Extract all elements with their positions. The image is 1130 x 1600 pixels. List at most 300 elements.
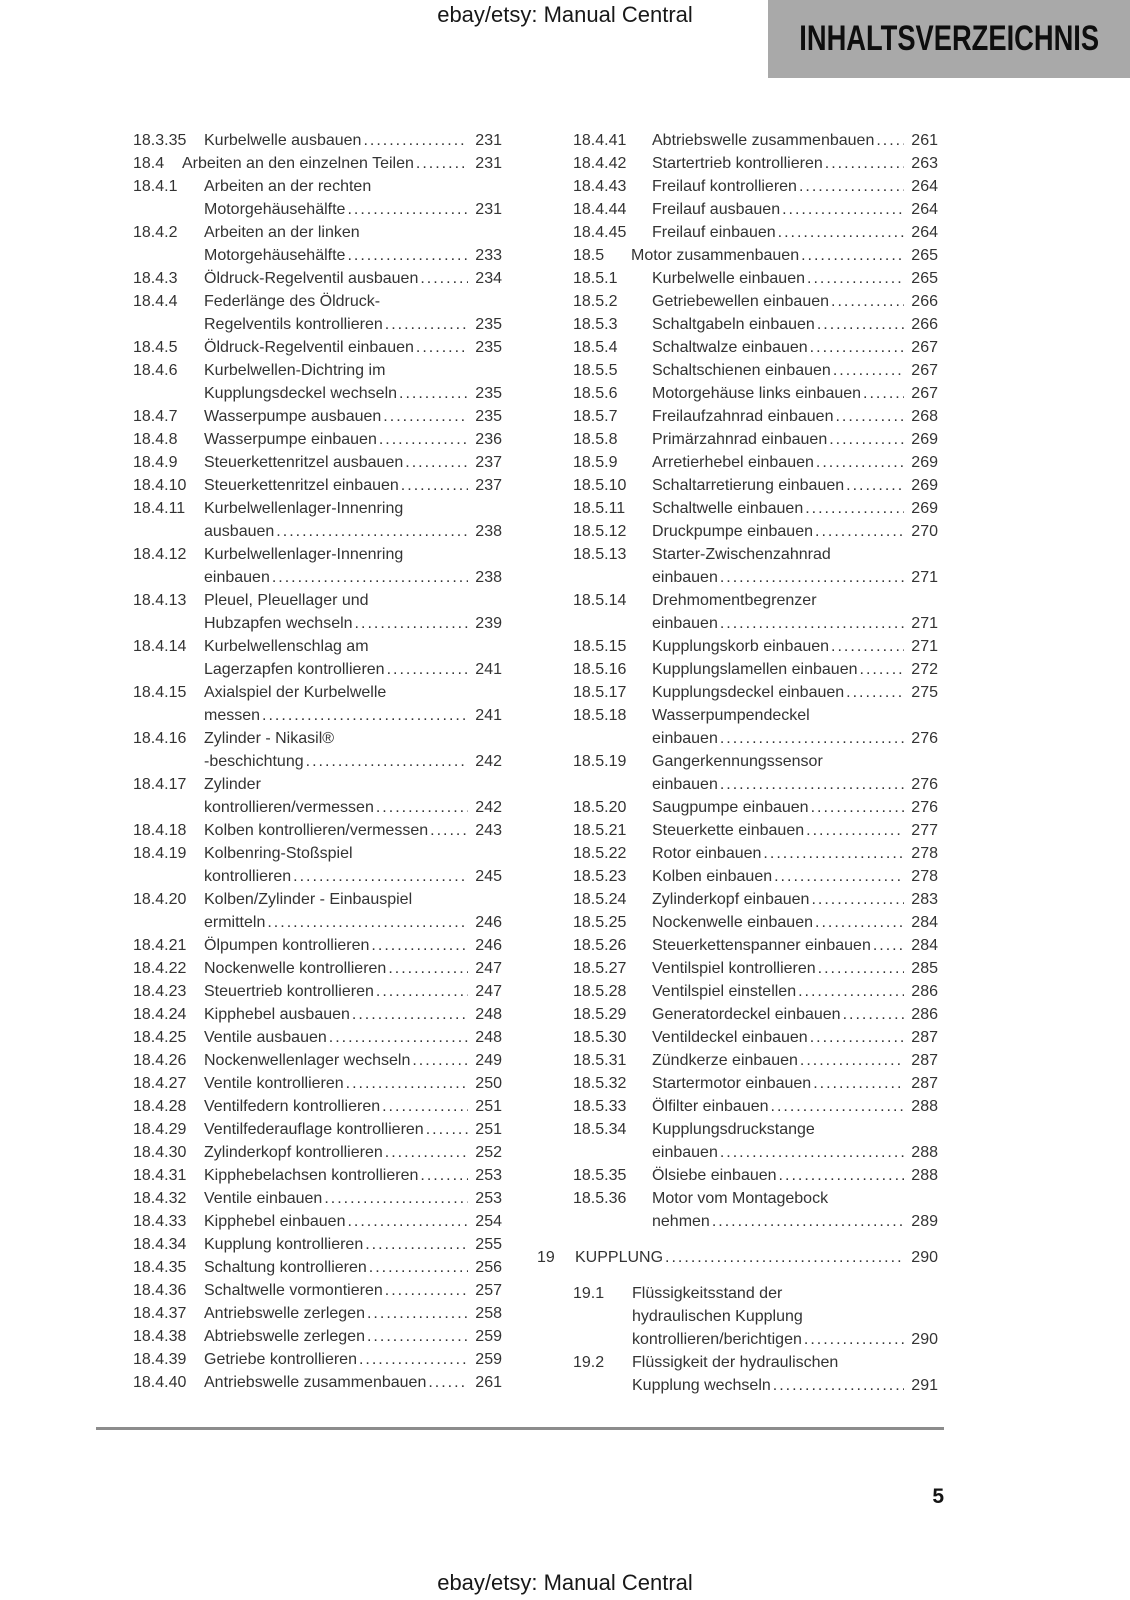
toc-entry-last-line — [652, 428, 938, 451]
toc-entry-number: 18.4.40 — [133, 1374, 187, 1391]
toc-entry-last-line — [204, 566, 502, 589]
toc-entry — [573, 796, 938, 819]
toc-entry-number: 18.5.3 — [573, 316, 618, 333]
toc-entry-number: 18.4.38 — [133, 1328, 187, 1345]
toc-entry-body — [652, 451, 938, 474]
toc-entry — [133, 497, 502, 543]
toc-entry — [573, 198, 938, 221]
toc-entry-body — [652, 750, 938, 796]
toc-entry-page: 266 — [911, 293, 938, 310]
toc-entry-body — [652, 635, 938, 658]
toc-entry-body — [204, 888, 502, 934]
toc-entry-number: 18.5.34 — [573, 1121, 627, 1138]
toc-entry-last-line — [652, 175, 938, 198]
toc-entry-body — [632, 1282, 938, 1351]
toc-entry — [573, 1118, 938, 1164]
toc-entry — [133, 428, 502, 451]
toc-entry-last-line — [652, 520, 938, 543]
toc-entry-last-line — [652, 1210, 938, 1233]
toc-entry — [133, 152, 502, 175]
toc-entry-title: Nockenwellenlager wechseln — [204, 1052, 411, 1069]
toc-entry-body — [652, 1095, 938, 1118]
toc-entry-title: Schaltschienen einbauen — [652, 362, 831, 379]
toc-entry-body — [652, 842, 938, 865]
toc-entry-page: 242 — [475, 753, 502, 770]
toc-entry-last-line — [632, 1328, 938, 1351]
toc-entry-page: 278 — [911, 868, 938, 885]
toc-entry-page: 291 — [911, 1377, 938, 1394]
toc-entry-number: 18.3.35 — [133, 132, 187, 149]
toc-entry — [573, 934, 938, 957]
toc-entry-body — [204, 359, 502, 405]
toc-entry-page: 269 — [911, 477, 938, 494]
dot-leader — [381, 405, 468, 428]
toc-entry-title: Antriebswelle zusammenbauen — [204, 1374, 427, 1391]
dot-leader — [771, 1374, 904, 1397]
toc-entry-title: einbauen — [652, 730, 718, 747]
toc-entry-title: Arbeiten an den einzelnen Teilen — [182, 155, 414, 172]
toc-entry-body — [204, 681, 502, 727]
toc-entry-body — [204, 451, 502, 474]
toc-entry-title: Ventilfederauflage kontrollieren — [204, 1121, 424, 1138]
toc-column-left — [133, 129, 502, 1394]
toc-entry-page: 245 — [475, 868, 502, 885]
dot-leader — [761, 842, 904, 865]
toc-entry-title: Ölsiebe einbauen — [652, 1167, 777, 1184]
toc-entry-body — [204, 773, 502, 819]
dot-leader — [265, 911, 468, 934]
toc-entry-page: 252 — [475, 1144, 502, 1161]
dot-leader — [833, 405, 904, 428]
dot-leader — [769, 1095, 904, 1118]
toc-entry-title: Nockenwelle einbauen — [652, 914, 813, 931]
toc-entry-body — [652, 681, 938, 704]
dot-leader — [797, 175, 904, 198]
toc-entry — [133, 1003, 502, 1026]
toc-entry-body — [652, 198, 938, 221]
toc-entry-body — [652, 152, 938, 175]
toc-entry-page: 266 — [911, 316, 938, 333]
toc-entry-last-line — [652, 1049, 938, 1072]
toc-entry-page: 288 — [911, 1098, 938, 1115]
dot-leader — [428, 819, 468, 842]
toc-entry — [133, 474, 502, 497]
toc-entry-body — [204, 267, 502, 290]
toc-entry-body — [652, 405, 938, 428]
toc-entry-page: 269 — [911, 454, 938, 471]
toc-entry-last-line — [652, 290, 938, 313]
toc-entry-page: 287 — [911, 1075, 938, 1092]
toc-entry-title: kontrollieren — [204, 868, 292, 885]
toc-entry-number: 18.5.30 — [573, 1029, 627, 1046]
toc-entry — [133, 1095, 502, 1118]
toc-entry-title: Ventile ausbauen — [204, 1029, 327, 1046]
dot-leader — [414, 152, 468, 175]
toc-entry — [133, 681, 502, 727]
dot-leader — [369, 934, 468, 957]
toc-entry-page: 267 — [911, 385, 938, 402]
toc-entry-body — [652, 704, 938, 750]
toc-entry-title: KUPPLUNG — [575, 1249, 664, 1266]
toc-entry-page: 247 — [475, 983, 502, 1000]
toc-entry-page: 251 — [475, 1121, 502, 1138]
toc-entry-title: kontrollieren/vermessen — [204, 799, 374, 816]
toc-entry-title: Kupplung wechseln — [632, 1377, 771, 1394]
toc-entry-page: 248 — [475, 1006, 502, 1023]
toc-entry-page: 267 — [911, 339, 938, 356]
toc-entry-last-line — [204, 1256, 502, 1279]
toc-entry-body — [204, 405, 502, 428]
toc-entry-last-line — [204, 1164, 502, 1187]
toc-entry-number: 18.4.11 — [133, 500, 186, 517]
dot-leader — [802, 1328, 904, 1351]
toc-entry — [133, 1279, 502, 1302]
toc-entry-last-line — [652, 129, 938, 152]
dot-leader — [816, 957, 904, 980]
dot-leader — [365, 1302, 468, 1325]
toc-entry — [573, 474, 938, 497]
toc-entry-page: 271 — [911, 615, 938, 632]
toc-entry — [573, 451, 938, 474]
toc-entry-title: Primärzahnrad einbauen — [652, 431, 828, 448]
toc-entry-page: 231 — [475, 201, 502, 218]
toc-entry-page: 261 — [911, 132, 938, 149]
toc-entry-last-line — [204, 1049, 502, 1072]
toc-entry-title: Ventile kontrollieren — [204, 1075, 344, 1092]
toc-entry-page: 270 — [911, 523, 938, 540]
toc-entry-number: 18.4.17 — [133, 776, 187, 793]
toc-entry-body — [204, 1279, 502, 1302]
toc-entry-title: Kolben einbauen — [652, 868, 773, 885]
toc-entry-title-line: Zylinder - Nikasil® — [204, 730, 335, 747]
toc-entry-body — [204, 727, 502, 773]
toc-entry-last-line — [204, 428, 502, 451]
toc-entry-page: 276 — [911, 730, 938, 747]
toc-entry-last-line — [204, 451, 502, 474]
section-header-badge — [768, 0, 1130, 78]
toc-entry-last-line — [204, 520, 502, 543]
toc-entry-title-line: hydraulischen Kupplung — [632, 1308, 803, 1325]
toc-entry — [133, 819, 502, 842]
toc-entry-last-line — [204, 313, 502, 336]
dot-leader — [374, 796, 468, 819]
toc-entry-title: Motorgehäusehälfte — [204, 247, 346, 264]
toc-entry-body — [204, 934, 502, 957]
toc-entry — [133, 934, 502, 957]
toc-entry — [133, 1072, 502, 1095]
toc-entry — [133, 957, 502, 980]
dot-leader — [718, 773, 904, 796]
toc-entry-last-line — [204, 1325, 502, 1348]
toc-entry — [573, 520, 938, 543]
toc-entry-number: 18.5.18 — [573, 707, 627, 724]
toc-entry — [133, 1371, 502, 1394]
toc-entry-page: 235 — [475, 339, 502, 356]
toc-entry — [133, 773, 502, 819]
toc-entry-title: Druckpumpe einbauen — [652, 523, 813, 540]
toc-entry-page: 231 — [475, 155, 502, 172]
toc-entry — [573, 750, 938, 796]
toc-entry-number: 18.4.5 — [133, 339, 178, 356]
toc-entry — [573, 842, 938, 865]
toc-entry-number: 18.5.27 — [573, 960, 627, 977]
toc-entry — [573, 543, 938, 589]
toc-entry-title: einbauen — [652, 615, 718, 632]
dot-leader — [718, 1141, 904, 1164]
toc-entry — [133, 980, 502, 1003]
toc-entry-page: 253 — [475, 1167, 502, 1184]
toc-entry-title: ausbauen — [204, 523, 275, 540]
toc-entry-page: 269 — [911, 500, 938, 517]
toc-entry — [573, 865, 938, 888]
toc-entry — [133, 842, 502, 888]
dot-leader — [777, 1164, 904, 1187]
toc-entry-title: Zylinderkopf einbauen — [652, 891, 810, 908]
toc-entry-page: 259 — [475, 1328, 502, 1345]
toc-entry-page: 233 — [475, 247, 502, 264]
toc-entry-page: 246 — [475, 914, 502, 931]
toc-entry-body — [652, 497, 938, 520]
toc-entry-body — [204, 1118, 502, 1141]
dot-leader — [361, 129, 468, 152]
dot-leader — [367, 1256, 468, 1279]
toc-entry-number: 18.5.5 — [573, 362, 618, 379]
toc-entry-last-line — [652, 1072, 938, 1095]
toc-entry-body — [652, 796, 938, 819]
toc-entry-number: 18.5.23 — [573, 868, 627, 885]
dot-leader — [808, 1026, 904, 1049]
toc-entry — [133, 1302, 502, 1325]
toc-entry-body — [204, 474, 502, 497]
toc-entry-page: 235 — [475, 408, 502, 425]
toc-entry — [573, 152, 938, 175]
dot-leader — [796, 980, 904, 1003]
toc-entry-number: 18.5.10 — [573, 477, 627, 494]
toc-entry-title: Ölpumpen kontrollieren — [204, 937, 370, 954]
toc-entry-number: 18.4.32 — [133, 1190, 187, 1207]
toc-entry-last-line — [652, 267, 938, 290]
toc-entry-title: Steuerkettenritzel einbauen — [204, 477, 399, 494]
toc-entry-body — [652, 980, 938, 1003]
toc-entry — [573, 290, 938, 313]
toc-entry-page: 272 — [911, 661, 938, 678]
toc-entry-last-line — [652, 796, 938, 819]
toc-entry-page: 287 — [911, 1029, 938, 1046]
toc-entry-page: 284 — [911, 914, 938, 931]
toc-entry-title: Kupplung kontrollieren — [204, 1236, 364, 1253]
toc-entry — [573, 681, 938, 704]
section-header-title: INHALTSVERZEICHNIS — [799, 19, 1099, 58]
dot-leader — [799, 244, 904, 267]
toc-entry-number: 18.4.15 — [133, 684, 187, 701]
toc-entry-page: 287 — [911, 1052, 938, 1069]
toc-entry-number: 18.5.24 — [573, 891, 627, 908]
toc-entry — [573, 589, 938, 635]
toc-entry — [573, 129, 938, 152]
toc-entry-number: 18.5.11 — [573, 500, 626, 517]
toc-entry-last-line — [204, 1072, 502, 1095]
toc-entry-body — [204, 635, 502, 681]
toc-entry-number: 18.4.28 — [133, 1098, 187, 1115]
toc-entry-last-line — [652, 1141, 938, 1164]
toc-entry-body — [652, 313, 938, 336]
toc-entry — [573, 980, 938, 1003]
toc-entry — [573, 911, 938, 934]
toc-entry-number: 18.4.26 — [133, 1052, 187, 1069]
toc-entry-title: Kurbelwelle einbauen — [652, 270, 805, 287]
toc-entry-title: Ventilfedern kontrollieren — [204, 1098, 381, 1115]
toc-entry — [573, 405, 938, 428]
toc-entry-title: Startertrieb kontrollieren — [652, 155, 823, 172]
toc-entry-body — [652, 1072, 938, 1095]
toc-entry-page: 242 — [475, 799, 502, 816]
dot-leader — [841, 1003, 904, 1026]
toc-entry-number: 18.4.19 — [133, 845, 187, 862]
dot-leader — [363, 1233, 468, 1256]
dot-leader — [345, 244, 468, 267]
toc-entry-last-line — [631, 244, 938, 267]
dot-leader — [270, 566, 468, 589]
toc-entry-title: Zylinderkopf kontrollieren — [204, 1144, 383, 1161]
toc-entry-body — [652, 658, 938, 681]
toc-entry-title: Steuerkette einbauen — [652, 822, 805, 839]
footer-doc-title: ebay/etsy: Manual Central — [437, 1570, 693, 1595]
toc-entry-last-line — [652, 1095, 938, 1118]
toc-entry-body — [204, 589, 502, 635]
toc-entry-last-line — [652, 336, 938, 359]
toc-entry-number: 18.5.1 — [573, 270, 618, 287]
toc-entry-body — [204, 1026, 502, 1049]
dot-leader — [811, 1072, 904, 1095]
toc-entry — [133, 1256, 502, 1279]
toc-entry-last-line — [652, 1003, 938, 1026]
toc-entry — [573, 221, 938, 244]
dot-leader — [808, 336, 904, 359]
toc-entry-title: Arretierhebel einbauen — [652, 454, 814, 471]
toc-entry-number: 18.4.9 — [133, 454, 178, 471]
toc-entry-title: Ventilspiel kontrollieren — [652, 960, 816, 977]
toc-entry-title-line: Drehmomentbegrenzer — [652, 592, 817, 609]
dot-leader — [380, 1095, 468, 1118]
toc-entry-title: Ölfilter einbauen — [652, 1098, 769, 1115]
toc-entry-body — [204, 1141, 502, 1164]
toc-entry-title: Freilauf ausbauen — [652, 201, 781, 218]
toc-entry-title-line: Pleuel, Pleuellager und — [204, 592, 369, 609]
toc-entry-page: 257 — [475, 1282, 502, 1299]
toc-entry-number: 18.4.33 — [133, 1213, 187, 1230]
toc-entry-number: 18.4.8 — [133, 431, 178, 448]
toc-entry-title: Abtriebswelle zerlegen — [204, 1328, 365, 1345]
toc-entry-last-line — [204, 405, 502, 428]
toc-entry-body — [652, 474, 938, 497]
toc-entry-last-line — [204, 612, 502, 635]
toc-entry-body — [204, 1371, 502, 1394]
toc-entry-last-line — [204, 129, 502, 152]
toc-entry-last-line — [575, 1246, 938, 1269]
toc-entry-number: 18.4.30 — [133, 1144, 187, 1161]
toc-entry-title: Schaltwalze einbauen — [652, 339, 808, 356]
toc-entry-last-line — [204, 1003, 502, 1026]
toc-entry-page: 235 — [475, 316, 502, 333]
toc-entry-last-line — [204, 474, 502, 497]
toc-entry-last-line — [204, 1302, 502, 1325]
toc-entry-title: Öldruck-Regelventil einbauen — [204, 339, 414, 356]
toc-entry-number: 19.2 — [573, 1354, 605, 1371]
toc-entry — [133, 1325, 502, 1348]
toc-entry-last-line — [204, 658, 502, 681]
toc-entry-body — [652, 520, 938, 543]
toc-entry-page: 243 — [475, 822, 502, 839]
dot-leader — [385, 658, 468, 681]
toc-entry-title: Kurbelwelle ausbauen — [204, 132, 362, 149]
toc-entry — [133, 1233, 502, 1256]
toc-entry-number: 19.1 — [573, 1285, 605, 1302]
toc-entry-title: einbauen — [652, 1144, 718, 1161]
toc-entry-title: Steuerkettenspanner einbauen — [652, 937, 871, 954]
toc-entry-body — [204, 1095, 502, 1118]
toc-entry-last-line — [632, 1374, 938, 1397]
dot-leader — [345, 1210, 468, 1233]
toc-entry-title: Schaltarretierung einbauen — [652, 477, 845, 494]
toc-entry-number: 18.5 — [573, 247, 605, 264]
toc-entry-number: 18.5.31 — [573, 1052, 627, 1069]
toc-entry — [133, 1187, 502, 1210]
toc-entry-last-line — [204, 819, 502, 842]
toc-entry-body — [652, 865, 938, 888]
toc-entry-page: 268 — [911, 408, 938, 425]
dot-leader — [291, 865, 468, 888]
toc-entry-title: Ventildeckel einbauen — [652, 1029, 808, 1046]
toc-entry-page: 267 — [911, 362, 938, 379]
toc-entry — [573, 658, 938, 681]
toc-entry-body — [631, 244, 938, 267]
toc-entry-last-line — [652, 382, 938, 405]
toc-entry — [133, 888, 502, 934]
toc-entry-last-line — [204, 750, 502, 773]
toc-entry — [133, 1118, 502, 1141]
toc-entry-number: 18.4.42 — [573, 155, 627, 172]
toc-entry-last-line — [204, 1118, 502, 1141]
toc-entry-page: 284 — [911, 937, 938, 954]
dot-leader — [861, 382, 904, 405]
toc-entry-title: Schaltgabeln einbauen — [652, 316, 815, 333]
toc-entry-title-line: Arbeiten an der linken — [204, 224, 360, 241]
toc-entry-body — [204, 543, 502, 589]
toc-entry-number: 18.4.24 — [133, 1006, 187, 1023]
toc-entry-number: 18.5.21 — [573, 822, 627, 839]
toc-entry-last-line — [204, 1348, 502, 1371]
toc-entry-title: Regelventils kontrollieren — [204, 316, 383, 333]
toc-entry-page: 265 — [911, 247, 938, 264]
toc-entry-page: 241 — [475, 661, 502, 678]
toc-entry — [133, 589, 502, 635]
dot-leader — [809, 796, 904, 819]
dot-leader — [718, 612, 904, 635]
toc-entry-body — [204, 1164, 502, 1187]
toc-entry-page: 288 — [911, 1144, 938, 1161]
toc-entry — [133, 1141, 502, 1164]
toc-entry-title: Rotor einbauen — [652, 845, 762, 862]
toc-entry-body — [204, 497, 502, 543]
toc-entry-body — [652, 911, 938, 934]
toc-entry-body — [652, 359, 938, 382]
toc-entry-number: 18.4.13 — [133, 592, 187, 609]
toc-entry-number: 18.4.25 — [133, 1029, 187, 1046]
toc-entry-page: 254 — [475, 1213, 502, 1230]
toc-entry — [133, 1348, 502, 1371]
toc-entry-body — [652, 934, 938, 957]
dot-leader — [829, 635, 904, 658]
